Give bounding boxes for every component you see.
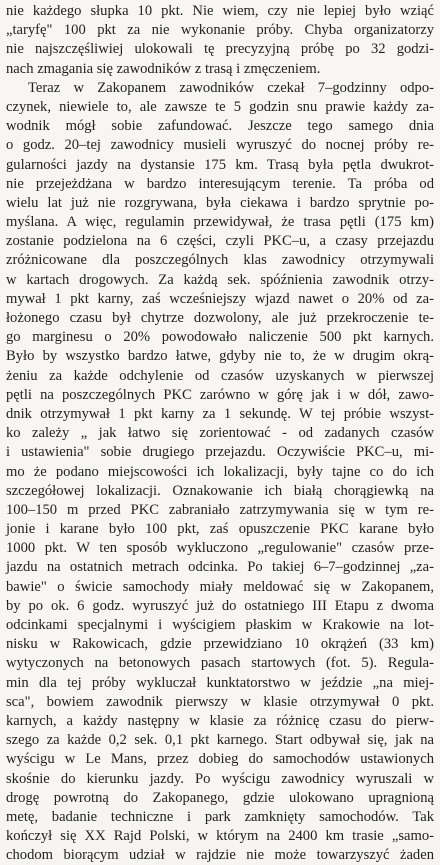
text-line: wodnik mógł sobie zafundować. Jeszcze tego samego dnia bbox=[6, 118, 434, 135]
text-line: by po ok. 6 godz. wyruszyć już do ostatniego III Etapu z dwoma bbox=[6, 597, 434, 614]
text-line: czynek, niewiele to, ale zawsze te 5 godzin snu prawie każdy za- bbox=[6, 98, 434, 115]
text-line: zostanie podzielona na 6 części, czyli PKC–u, a czasy przejazdu bbox=[6, 233, 434, 250]
text-line: skośnie do kierunku jazdy. Po wyścigu zawodnicy wyruszali w bbox=[6, 770, 434, 787]
text-line: pętli na poszczególnych PKC zarówno w górę jak i w dół, zawo- bbox=[6, 386, 434, 403]
text-line: „taryfę" 100 pkt za nie wykonanie próby. Chyba organizatorzy bbox=[6, 22, 434, 39]
text-line: dnik otrzymywał 1 pkt karny za 1 sekundę. W tej próbie wszyst- bbox=[6, 405, 434, 422]
text-line: 100–150 m przed PKC zabraniało zatrzymywania się w tym re- bbox=[6, 501, 434, 518]
text-line: żeniu za każde odchylenie od czasów uzyskanych w pierwszej bbox=[6, 367, 434, 384]
text-line: gularności jazdy na dystansie 175 km. Trasą była pętla dwukrot- bbox=[6, 156, 434, 173]
text-line: nach zmagania się zawodników z trasą i zmęczeniem. bbox=[6, 60, 321, 77]
text-line: go marginesu o 20% powodowało naliczenie 500 pkt karnych. bbox=[6, 329, 434, 346]
text-line: o godz. 20–tej zawodnicy musieli wyruszyć do nocnej próby re- bbox=[6, 137, 434, 154]
text-line: i ustawienia" sobie drugiego przejazdu. Oczywiście PKC–u, mi- bbox=[6, 444, 434, 461]
text-line: nie każdego słupka 10 pkt. Nie wiem, czy nie lepiej było wziąć bbox=[6, 3, 434, 19]
text-line: nisku w Rakowicach, gdzie przewidziano 10 okrążeń (33 km) bbox=[6, 636, 434, 653]
text-line: myślana. A więc, regulamin przewidywał, że trasa pętli (175 km) bbox=[6, 214, 434, 231]
text-line: 1000 pkt. W ten sposób wykluczono „regulowanie" czasów prze- bbox=[6, 540, 434, 557]
text-line: kończył się XX Rajd Polski, w którym na 2400 km trasie „samo- bbox=[6, 828, 434, 845]
text-line: jazdu na ostatnich metrach odcinka. Po takiej 6–7–godzinnej „za- bbox=[6, 559, 434, 576]
text-line: łożonego czasu był chytrze dozwolony, ale już przekroczenie te- bbox=[6, 310, 434, 326]
text-line: szego za każde 0,2 sek. 0,1 pkt karnego. Start odbywał się, jak na bbox=[6, 732, 434, 749]
text-line: szczegółowej lokalizacji. Oznakowanie ich białą chorągiewką na bbox=[6, 482, 434, 499]
text-line: wyścigu w Le Mans, przez dobieg do samochodów ustawionych bbox=[6, 751, 434, 768]
text-line: nie najszczęśliwiej ulokowali tę precyzyjną próbę po 32 godzi- bbox=[6, 41, 434, 58]
text-line: Było by wszystko bardzo łatwe, gdyby nie to, że w drugim okrą- bbox=[6, 348, 434, 365]
text-line: drogę powrotną do Zakopanego, gdzie ulokowano upragnioną bbox=[6, 789, 434, 806]
text-line: sca", bowiem zawodnik pierwszy w klasie otrzymywał 0 pkt. bbox=[6, 693, 434, 710]
text-line: wytyczonych na betonowych pasach startowych (fot. 5). Regula- bbox=[6, 655, 434, 672]
text-line: Teraz w Zakopanem zawodników czekał 7–godzinny odpo- bbox=[28, 79, 434, 96]
text-line: mywał 1 pkt karny, zaś wcześniejszy wjazd nawet o 20% od za- bbox=[6, 290, 434, 307]
text-line: metę, badanie techniczne i park zamknięty samochodów. Tak bbox=[6, 808, 434, 825]
text-line: karnych, a każdy następny w klasie za różnicę czasu do pierw- bbox=[6, 712, 434, 729]
text-line: jonie i karane było 100 pkt, zaś opuszczenie PKC karane było bbox=[6, 521, 434, 538]
text-line: zróżnicowane dla poszczególnych klas zawodnicy otrzymywali bbox=[6, 252, 434, 269]
text-line: ko zależy „ jak łatwo się zorientować - od zadanych czasów bbox=[6, 425, 434, 442]
text-line: w kartach drogowych. Za każdą sek. spóźnienia zawodnik otrzy- bbox=[6, 271, 434, 288]
text-line: nie przejeżdżana w bardzo interesującym terenie. Ta próba od bbox=[6, 175, 434, 192]
text-line: odcinkami specjalnymi i wyścigiem płaskim w Krakowie na lot- bbox=[6, 617, 434, 633]
text-line: min dla tej próby wykluczał kunktatorstwo w jeździe „na miej- bbox=[6, 674, 434, 691]
paragraph-2 bbox=[6, 79, 434, 865]
text-line: wielu lat już nie rozgrywana, była ciekawa i bardzo sprytnie po- bbox=[6, 194, 434, 211]
paragraph-1 bbox=[6, 2, 434, 79]
text-line: bawie" o świcie samochody miały meldować się w Zakopanem, bbox=[6, 578, 434, 595]
article-text-column bbox=[6, 2, 434, 865]
text-line: mo że podano miejscowości ich lokalizacji, były tajne co do ich bbox=[6, 463, 434, 480]
text-line: chodom biorącym udział w rajdzie nie może towarzyszyć żaden bbox=[6, 847, 434, 864]
